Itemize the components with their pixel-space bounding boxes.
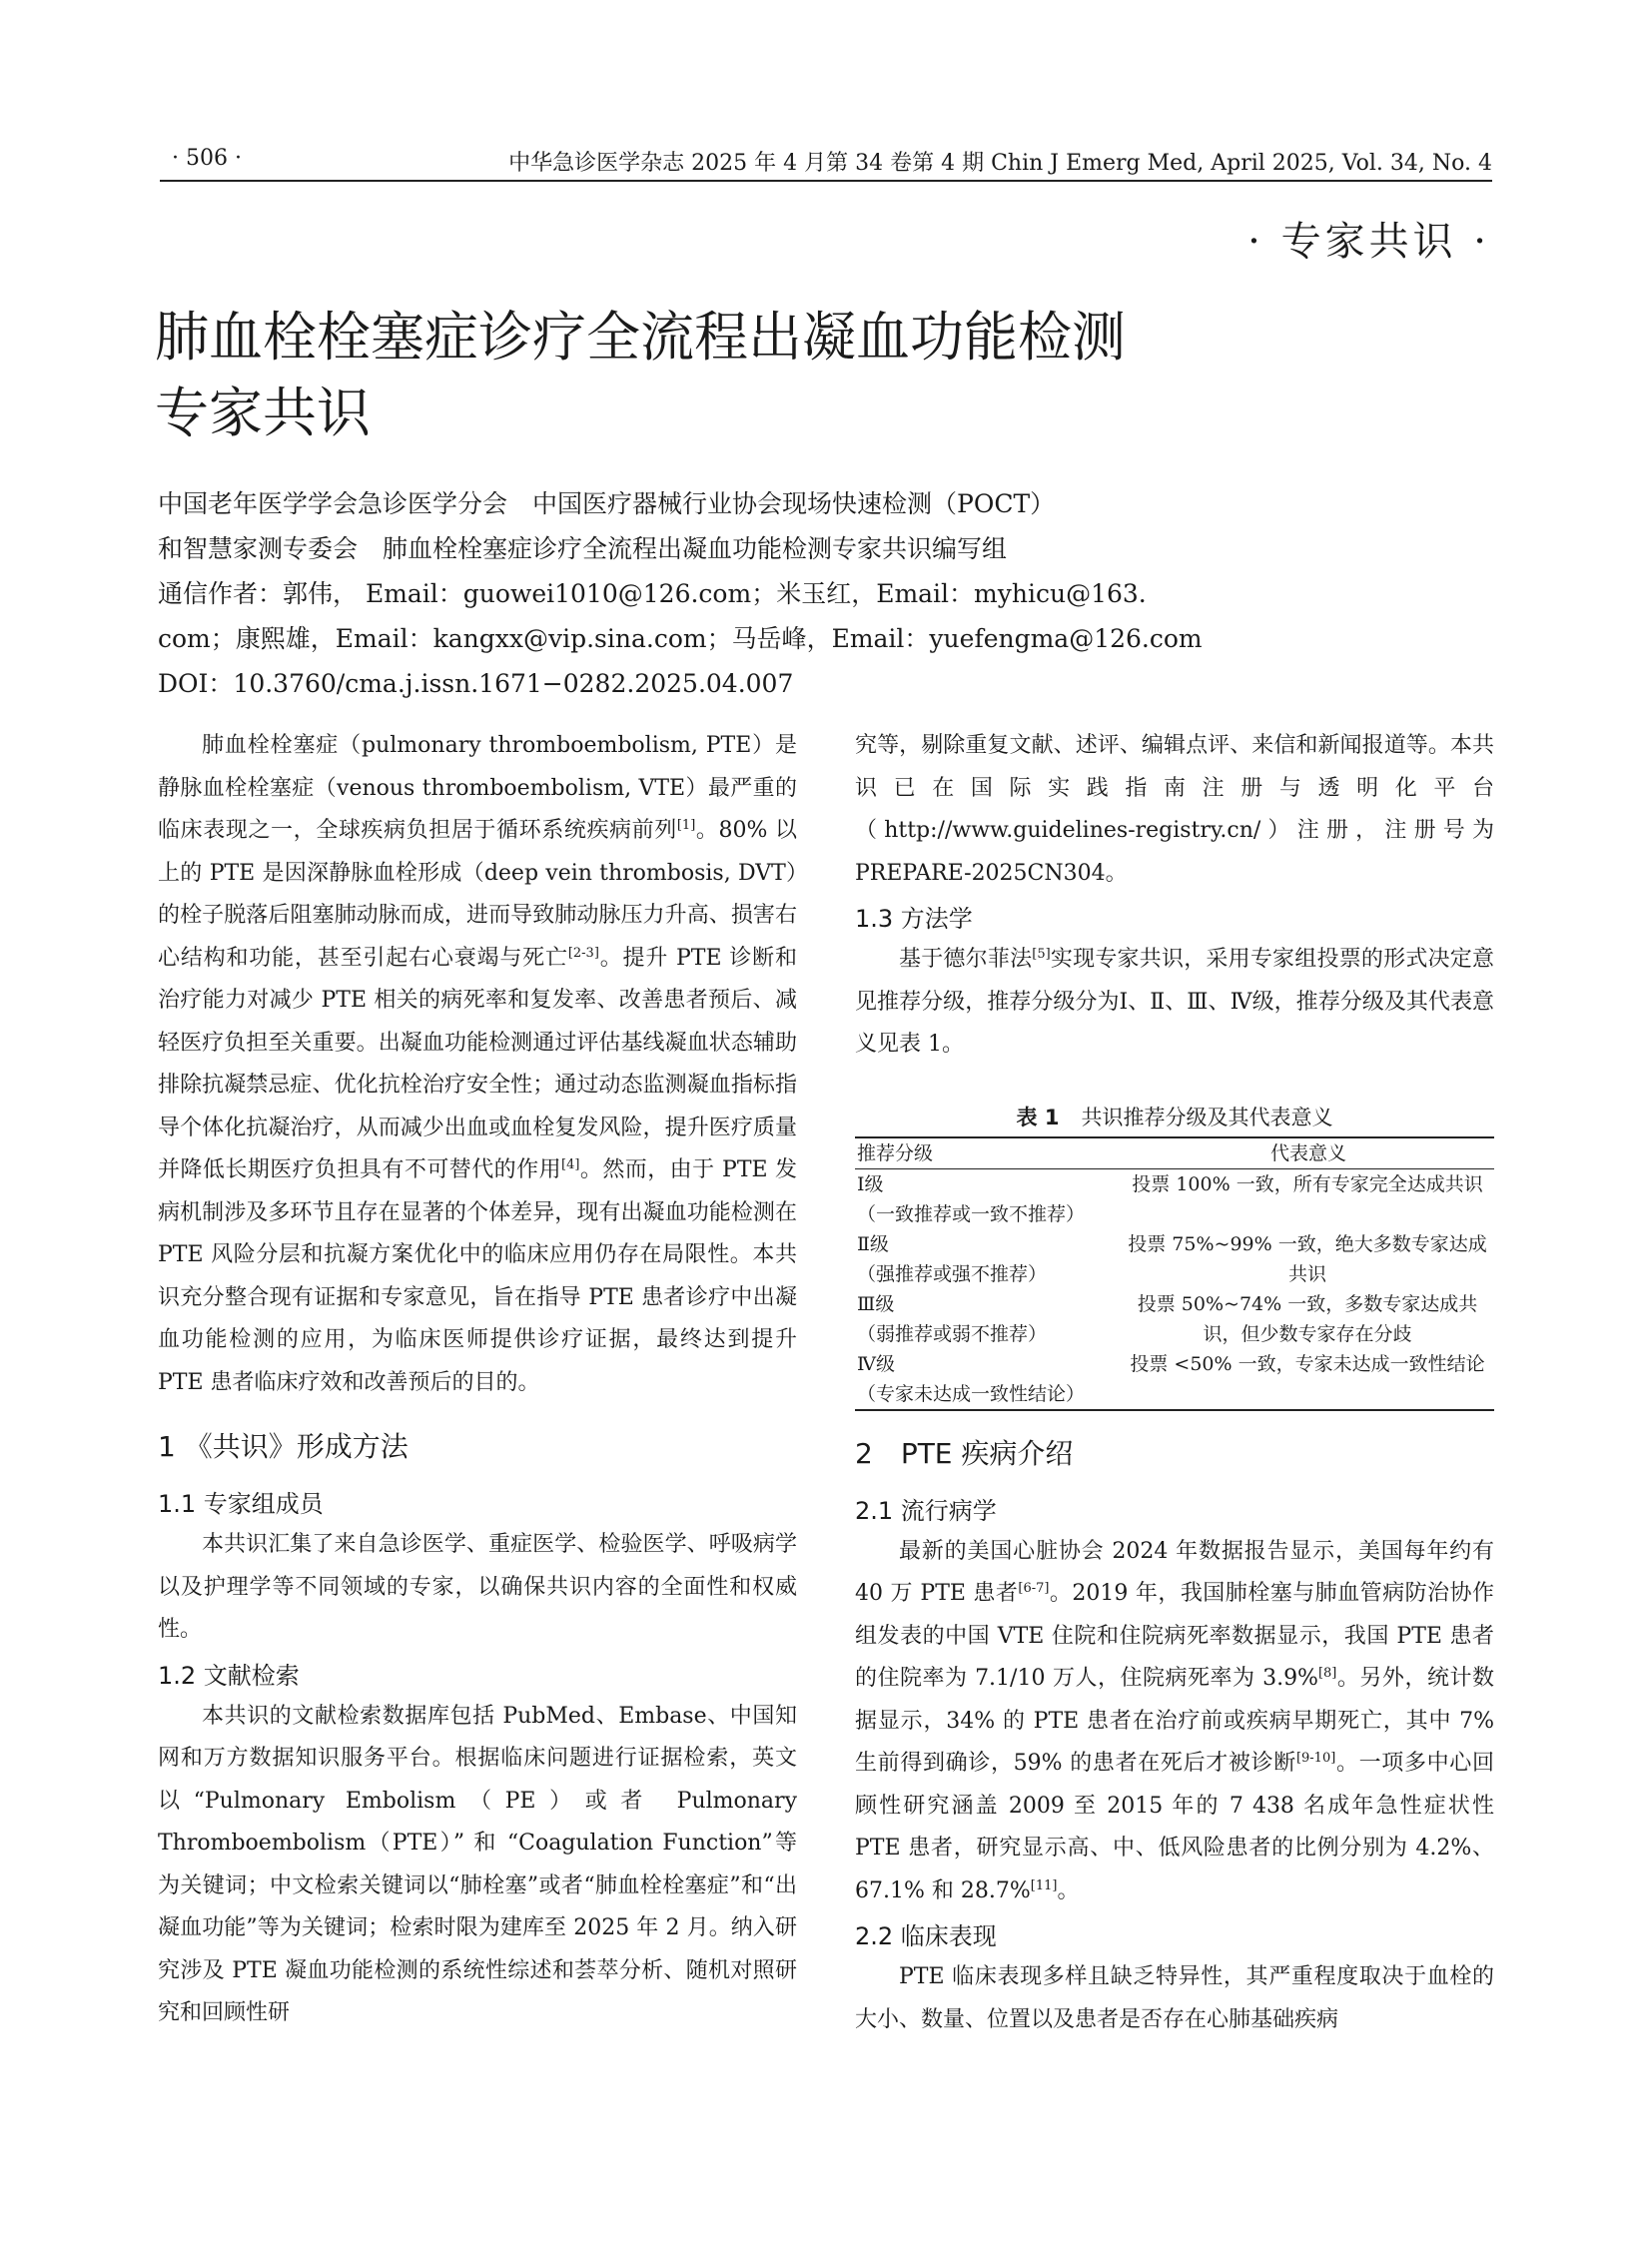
right-column	[855, 725, 1494, 2041]
section-2-2-text: PTE 临床表现多样且缺乏特异性，其严重程度取决于血栓的大小、数量、位置以及患者是否存在心肺基础疾病	[855, 1964, 1494, 2032]
citation-ref: [9-10]	[1295, 1751, 1336, 1766]
table-caption	[855, 1101, 1494, 1134]
section-2-heading: 2 PTE 疾病介绍	[855, 1436, 1074, 1470]
section-2-2-heading: 2.2 临床表现	[855, 1922, 997, 1950]
column-header-meaning: 代表意义	[1269, 1141, 1346, 1164]
journal-citation: 中华急诊医学杂志 2025 年 4 月第 34 卷第 4 期 Chin J Emerg Med, April 2025, Vol. 34, No. 4	[508, 151, 1492, 176]
section-1-3-text: 基于德尔菲法[5]实现专家共识，采用专家组投票的形式决定意见推荐分级，推荐分级分为Ⅰ、Ⅱ、Ⅲ、Ⅳ级，推荐分级及其代表意义见表 1。	[855, 947, 1494, 1057]
grade-cell: Ⅳ级 （专家未达成一致性结论）	[857, 1352, 1086, 1405]
running-header	[160, 146, 1492, 182]
meaning-cell: 投票 75%~99% 一致，绝大多数专家达成共识	[1128, 1232, 1487, 1285]
table-row	[855, 1349, 1494, 1410]
article-title	[155, 300, 1453, 451]
section-2-1-text: 最新的美国心脏协会 2024 年数据报告显示，美国每年约有 40 万 PTE 患者[6-7]。2019 年，我国肺栓塞与肺血管病防治协作组发表的中国 VTE 住院和住院病死率数据显示，我国 PTE 患者的住院率为 7.1/10 万人，住院病死率为 3.9%[8]。另外，统计数据显示，34% 的 PTE 患者在治疗前或疾病早期死亡，其中 7% 生前得到确诊，59% 的患者在死后才被诊断[9-10]。一项多中心回顾性研究涵盖 2009 至 2015 年的 7 438 名成年急性症状性 PTE 患者，研究显示高、中、低风险患者的比例分别为 4.2%、67.1% 和 28.7%[11]。	[855, 1538, 1495, 1903]
citation-ref: [11]	[1030, 1877, 1058, 1893]
citation-ref: [4]	[561, 1157, 580, 1172]
author-block	[158, 481, 1237, 706]
meaning-cell: 投票 50%~74% 一致，多数专家达成共识，但少数专家存在分歧	[1137, 1292, 1478, 1345]
table-row	[855, 1229, 1494, 1289]
author-line-2: 和智慧家测专委会 肺血栓栓塞症诊疗全流程出凝血功能检测专家共识编写组	[158, 534, 1008, 563]
meaning-cell: 投票 100% 一致，所有专家完全达成共识	[1132, 1172, 1483, 1195]
intro-paragraph: 肺血栓栓塞症（pulmonary thromboembolism, PTE）是静脉血栓栓塞症（venous thromboembolism, VTE）最严重的临床表现之一，全球疾病负担居于循环系统疾病前列[1]。80% 以上的 PTE 是因深静脉血栓形成（deep vein thrombosis, DVT）的栓子脱落后阻塞肺动脉而成，进而导致肺动脉压力升高、损害右心结构和功能，甚至引起右心衰竭与死亡[2-3]。提升 PTE 诊断和治疗能力对减少 PTE 相关的病死率和复发率、改善患者预后、减轻医疗负担至关重要。出凝血功能检测通过评估基线凝血状态辅助排除抗凝禁忌症、优化抗栓治疗安全性；通过动态监测凝血指标指导个体化抗凝治疗，从而减少出血或血栓复发风险，提升医疗质量并降低长期医疗负担具有不可替代的作用[4]。然而，由于 PTE 发病机制涉及多环节且存在显著的个体差异，现有出凝血功能检测在 PTE 风险分层和抗凝方案优化中的临床应用仍存在局限性。本共识充分整合现有证据和专家意见，旨在指导 PTE 患者诊疗中出凝血功能检测的应用，为临床医师提供诊疗证据，最终达到提升 PTE 患者临床疗效和改善预后的目的。	[158, 733, 797, 1395]
citation-ref: [5]	[1032, 947, 1051, 962]
section-1-2-continued: 究等，剔除重复文献、述评、编辑点评、来信和新闻报道等。本共识已在国际实践指南注册与透明化平台（http://www.guidelines-registry.cn/）注册，注册号为 PREPARE-2025CN304。	[855, 733, 1494, 886]
recommendation-grade-table	[855, 1136, 1494, 1411]
left-column	[158, 725, 797, 2035]
meaning-cell: 投票 <50% 一致，专家未达成一致性结论	[1130, 1352, 1485, 1375]
grade-cell: Ⅰ级 （一致推荐或一致不推荐）	[857, 1172, 1086, 1225]
title-line-2: 专家共识	[155, 381, 371, 444]
grade-cell: Ⅱ级 （强推荐或强不推荐）	[857, 1232, 1048, 1285]
correspondence-line-1: 通信作者：郭伟， Email：guowei1010@126.com；米玉红，Email：myhicu@163.	[158, 579, 1147, 608]
citation-ref: [2-3]	[567, 945, 599, 961]
section-1-2-heading: 1.2 文献检索	[158, 1661, 300, 1690]
correspondence-line-2: com；康熙雄，Email：kangxx@vip.sina.com；马岳峰，Email：yuefengma@126.com	[158, 624, 1203, 653]
section-label: · 专家共识 ·	[1247, 219, 1490, 265]
section-1-1-text: 本共识汇集了来自急诊医学、重症医学、检验医学、呼吸病学以及护理学等不同领域的专家，以确保共识内容的全面性和权威性。	[158, 1532, 797, 1642]
section-1-2-text: 本共识的文献检索数据库包括 PubMed、Embase、中国知网和万方数据知识服务平台。根据临床问题进行证据检索，英文以“Pulmonary Embolism（PE）或者 Pulmonary Thromboembolism（PTE）” 和 “Coagulation Function”等为关键词；中文检索关键词以“肺栓塞”或者“肺血栓栓塞症”和“出凝血功能”等为关键词；检索时限为建库至 2025 年 2 月。纳入研究涉及 PTE 凝血功能检测的系统性综述和荟萃分析、随机对照研究和回顾性研	[158, 1703, 797, 2025]
section-1-3-heading: 1.3 方法学	[855, 905, 973, 933]
doi: DOI：10.3760/cma.j.issn.1671−0282.2025.04.007	[158, 669, 794, 698]
section-1-heading: 1 《共识》形成方法	[158, 1430, 409, 1463]
column-header-grade: 推荐分级	[857, 1141, 934, 1164]
table-header-row	[855, 1137, 1494, 1169]
table-row	[855, 1289, 1494, 1349]
grade-cell: Ⅲ级 （弱推荐或弱不推荐）	[857, 1292, 1048, 1345]
citation-ref: [8]	[1317, 1666, 1337, 1681]
title-line-1: 肺血栓栓塞症诊疗全流程出凝血功能检测	[155, 306, 1126, 369]
table-row	[855, 1168, 1494, 1229]
table-title: 共识推荐分级及其代表意义	[1081, 1105, 1333, 1129]
citation-ref: [6-7]	[1018, 1581, 1050, 1596]
table-1	[855, 1101, 1494, 1411]
author-line-1: 中国老年医学学会急诊医学分会 中国医疗器械行业协会现场快速检测（POCT）	[158, 489, 1056, 518]
page-number: · 506 ·	[172, 146, 242, 171]
section-1-1-heading: 1.1 专家组成员	[158, 1490, 324, 1518]
table-number: 表 1	[1016, 1105, 1060, 1129]
citation-ref: [1]	[676, 818, 696, 833]
section-2-1-heading: 2.1 流行病学	[855, 1496, 997, 1525]
